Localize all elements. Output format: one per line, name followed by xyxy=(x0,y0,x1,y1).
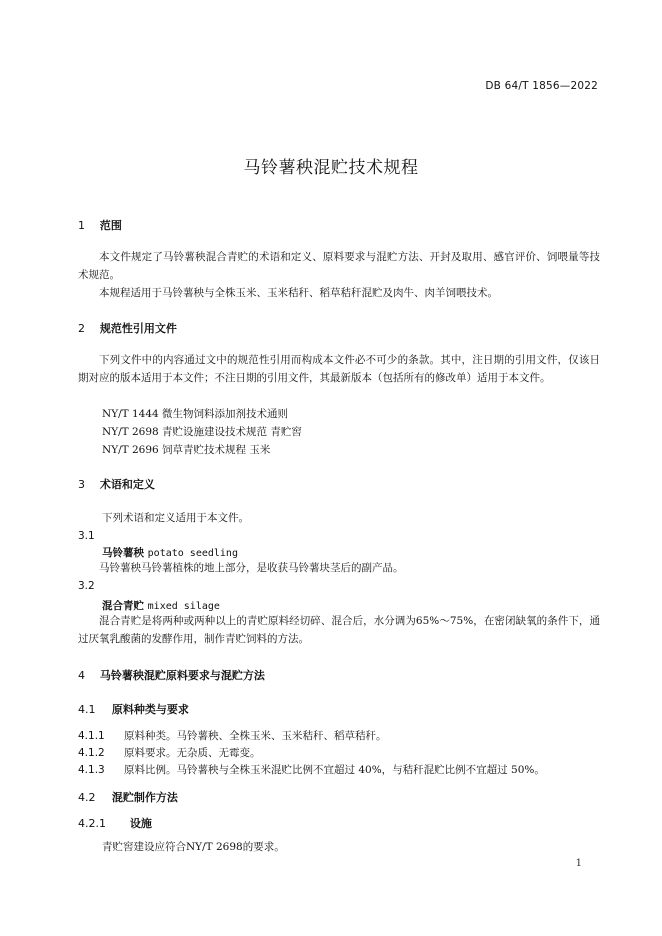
subsection-4-2-heading xyxy=(78,789,178,805)
page-title: 马铃薯秧混贮技术规程 xyxy=(243,158,419,178)
paragraph: 青贮窖建设应符合NY/T 2698的要求。 xyxy=(102,841,285,853)
subsection-4-1-heading xyxy=(78,701,189,717)
term-english: potato seedling xyxy=(147,548,238,559)
term-number: 3.2 xyxy=(78,580,95,592)
paragraph: 本规程适用于马铃薯秧与全株玉米、玉米秸秆、稻草秸秆混贮及肉牛、肉羊饲喂技术。 xyxy=(99,287,498,299)
reference-item: NY/T 2698 青贮设施建设技术规范 青贮窖 xyxy=(102,426,302,438)
section-title: 范围 xyxy=(99,219,122,232)
section-title: 术语和定义 xyxy=(99,478,155,491)
item-number: 4.1.1 xyxy=(78,730,105,742)
item-number: 4.1.2 xyxy=(78,747,105,759)
section-title: 规范性引用文件 xyxy=(99,322,177,335)
term-definition: 马铃薯秧马铃薯植株的地上部分，是收获马铃薯块茎后的副产品。 xyxy=(99,562,404,574)
paragraph: 下列文件中的内容通过文中的规范性引用而构成本文件必不可少的条款。其中，注日期的引用文件，仅该日期对应的版本适用于本文件；不注日期的引用文件，其最新版本（包括所有的修改单）适用于本文件。 xyxy=(78,354,600,384)
section-number: 2 xyxy=(78,322,85,335)
subsection-number: 4.1 xyxy=(78,703,96,716)
reference-item: NY/T 2696 饲草青贮技术规程 玉米 xyxy=(102,444,271,456)
section-2-heading xyxy=(78,320,177,336)
list-item xyxy=(78,745,600,760)
list-item xyxy=(78,762,600,777)
term-definition: 混合青贮是将两种或两种以上的青贮原料经切碎、混合后，水分调为65%～75%，在密闭缺氧的条件下，通过厌氧乳酸菌的发酵作用，制作青贮饲料的方法。 xyxy=(78,615,600,645)
paragraph: 本文件规定了马铃薯秧混合青贮的术语和定义、原料要求与混贮方法、开封及取用、感官评价、饲喂量等技术规范。 xyxy=(78,251,600,281)
subsection-number: 4.2 xyxy=(78,791,96,804)
term-chinese: 混合青贮 xyxy=(102,600,144,612)
section-4-heading xyxy=(78,667,265,683)
subsection-title: 混贮制作方法 xyxy=(111,791,178,804)
subsection-title: 设施 xyxy=(129,817,152,830)
subsection-4-2-1-heading xyxy=(78,815,152,831)
section-number: 1 xyxy=(78,219,85,232)
section-1-heading xyxy=(78,217,122,233)
item-number: 4.1.3 xyxy=(78,764,105,776)
term-number: 3.1 xyxy=(78,530,95,542)
term-english: mixed silage xyxy=(147,601,220,612)
section-number: 4 xyxy=(78,669,85,682)
section-number: 3 xyxy=(78,478,85,491)
page-number: 1 xyxy=(575,858,582,869)
item-text: 原料比例。马铃薯秧与全株玉米混贮比例不宜超过 40%，与秸秆混贮比例不宜超过 50%。 xyxy=(124,764,545,776)
section-title: 马铃薯秧混贮原料要求与混贮方法 xyxy=(99,669,265,682)
document-code: DB 64/T 1856—2022 xyxy=(485,80,598,92)
term-name xyxy=(102,598,624,613)
paragraph: 下列术语和定义适用于本文件。 xyxy=(102,512,249,524)
term-chinese: 马铃薯秧 xyxy=(102,547,144,559)
item-text: 原料种类。马铃薯秧、全株玉米、玉米秸秆、稻草秸秆。 xyxy=(124,730,387,742)
subsection-number: 4.2.1 xyxy=(78,817,106,830)
subsection-title: 原料种类与要求 xyxy=(111,703,189,716)
term-name xyxy=(102,545,624,560)
section-3-heading xyxy=(78,476,155,492)
item-text: 原料要求。无杂质、无霉变。 xyxy=(124,747,261,759)
reference-item: NY/T 1444 微生物饲料添加剂技术通则 xyxy=(102,408,289,420)
list-item xyxy=(78,728,600,743)
